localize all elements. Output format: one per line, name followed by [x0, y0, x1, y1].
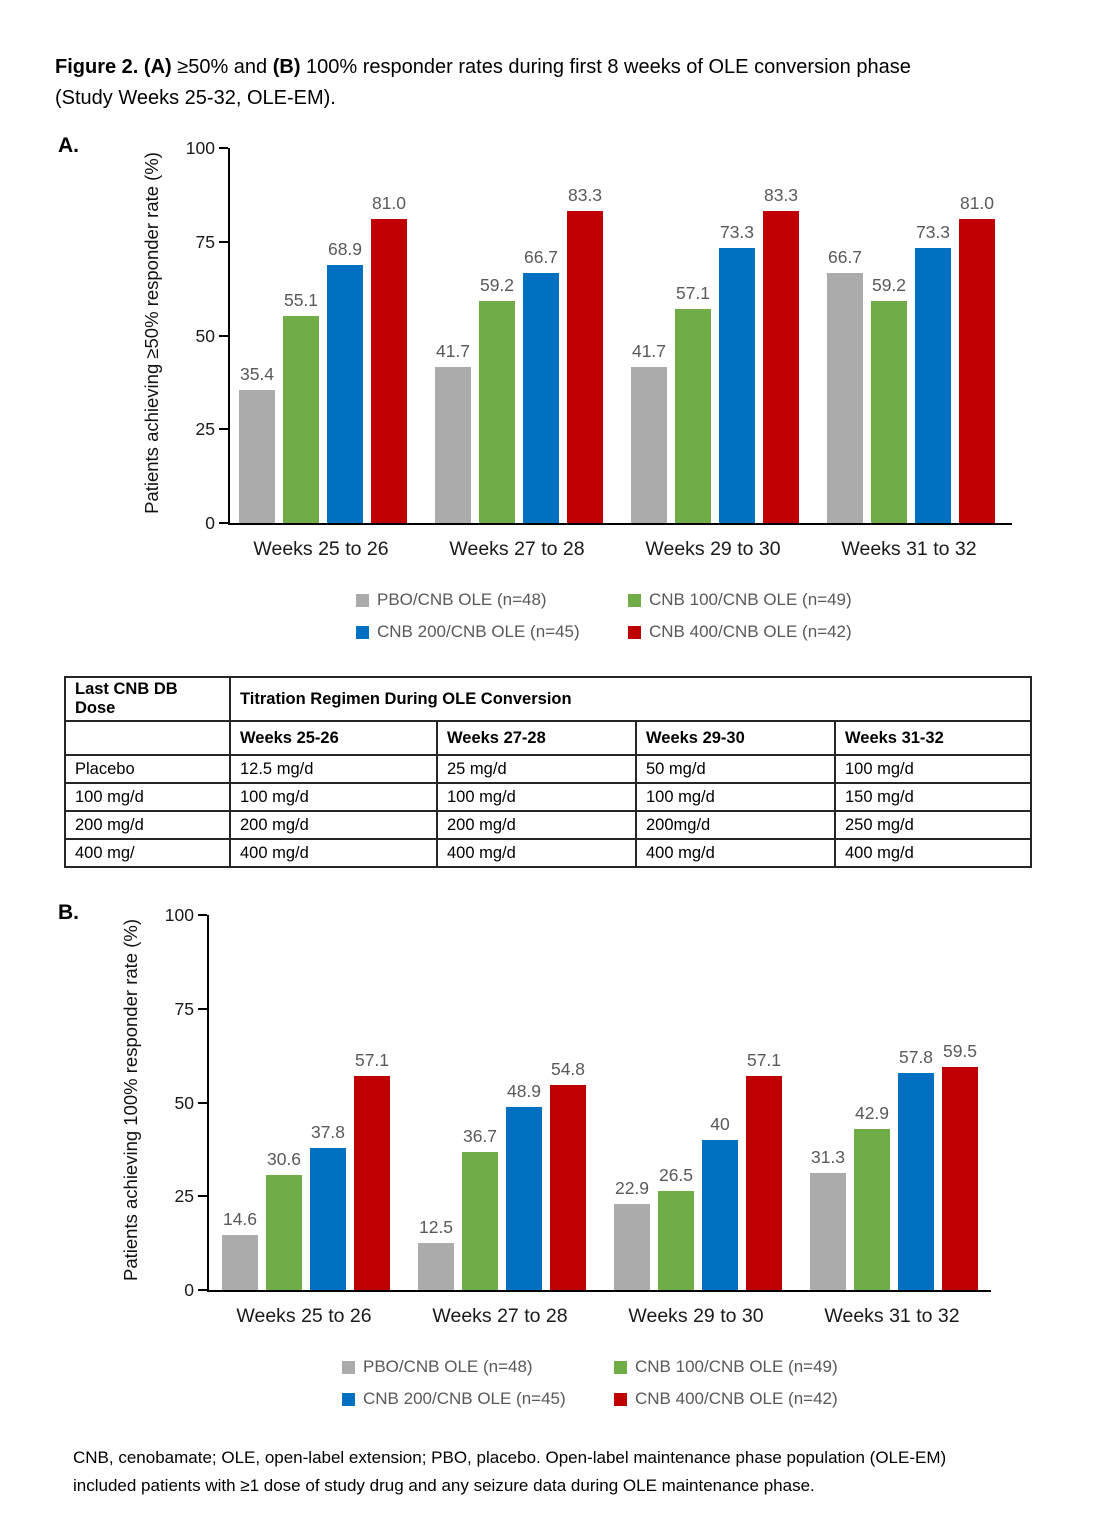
table-cell: 100 mg/d	[230, 783, 437, 811]
bar-value-label: 41.7	[631, 340, 667, 361]
bar	[827, 246, 863, 523]
bar	[327, 238, 363, 523]
bar-group	[614, 915, 782, 1290]
legend-swatch-icon	[614, 1361, 627, 1374]
bar	[702, 1114, 738, 1290]
table-row	[65, 783, 1031, 811]
panel-b-y-axis-title: Patients achieving 100% responder rate (%)	[120, 919, 141, 1281]
bar-group	[827, 148, 995, 523]
bar	[222, 1209, 258, 1290]
table-cell: 50 mg/d	[636, 755, 835, 783]
bar	[746, 1049, 782, 1290]
bar-value-label: 54.8	[550, 1058, 586, 1079]
bar-value-label: 30.6	[266, 1149, 302, 1170]
bar-value-label: 40	[710, 1114, 730, 1134]
bar-value-label: 81.0	[959, 193, 995, 214]
bar	[523, 246, 559, 523]
bar-value-label: 83.3	[763, 184, 799, 205]
bar-value-label: 36.7	[462, 1126, 498, 1147]
y-tick-mark	[198, 1195, 207, 1197]
legend-swatch-icon	[614, 1393, 627, 1406]
table-header-titration: Titration Regimen During OLE Conversion	[230, 677, 1031, 721]
figure-title-line2: (Study Weeks 25-32, OLE-EM).	[55, 87, 336, 109]
bar-value-label: 73.3	[915, 222, 951, 243]
bar	[959, 193, 995, 523]
legend-swatch-icon	[342, 1393, 355, 1406]
figure-title-part: (B)	[272, 56, 301, 78]
bar	[658, 1164, 694, 1290]
bar	[435, 340, 471, 523]
bar	[354, 1049, 390, 1290]
bar-value-label: 37.8	[310, 1122, 346, 1143]
bar	[418, 1217, 454, 1290]
table-cell: 25 mg/d	[437, 755, 636, 783]
table-cell: 150 mg/d	[835, 783, 1031, 811]
bar	[810, 1146, 846, 1290]
footnote-line1: CNB, cenobamate; OLE, open-label extension; PBO, placebo. Open-label maintenance phase population (OLE-EM)	[73, 1448, 947, 1467]
y-tick-mark	[219, 522, 228, 524]
x-category-label: Weeks 25 to 26	[253, 538, 389, 560]
legend-swatch-icon	[628, 594, 641, 607]
bar-value-label: 55.1	[283, 290, 319, 311]
table-cell: 100 mg/d	[636, 783, 835, 811]
bar-group	[418, 915, 586, 1290]
y-tick-mark	[219, 428, 228, 430]
legend-label: CNB 100/CNB OLE (n=49)	[635, 1357, 838, 1376]
y-tick-mark	[198, 914, 207, 916]
bar	[854, 1103, 890, 1290]
table-header-row-1	[65, 677, 1031, 721]
bar-group	[435, 148, 603, 523]
table-cell: 200 mg/d	[437, 811, 636, 839]
bar-value-label: 83.3	[567, 184, 603, 205]
panel-a-y-axis-title: Patients achieving ≥50% responder rate (%)	[141, 152, 162, 514]
legend-label: CNB 200/CNB OLE (n=45)	[377, 622, 580, 641]
table-subheader-cell: Weeks 31-32	[835, 721, 1031, 755]
legend-item	[628, 622, 852, 642]
panel-b-plot-area	[164, 905, 991, 1300]
table-row	[65, 811, 1031, 839]
legend-item	[614, 1357, 838, 1377]
bar-value-label: 22.9	[614, 1178, 650, 1199]
bar	[675, 282, 711, 523]
bar	[550, 1058, 586, 1291]
y-tick-label: 75	[195, 231, 215, 252]
bar	[915, 222, 951, 523]
footnote-line2: included patients with ≥1 dose of study drug and any seizure data during OLE maintenance phase.	[73, 1476, 815, 1495]
y-tick-mark	[198, 1102, 207, 1104]
bar	[479, 275, 515, 523]
figure-title-part: 100% responder rates during first 8 weeks of OLE conversion phase	[300, 56, 911, 78]
bar	[283, 290, 319, 523]
panel-b-chart	[0, 899, 1104, 1429]
legend-label: PBO/CNB OLE (n=48)	[377, 590, 547, 609]
panel-a-legend	[356, 590, 852, 642]
panel-b-label: B.	[58, 901, 79, 924]
legend-item	[628, 590, 852, 610]
legend-swatch-icon	[342, 1361, 355, 1374]
titration-regimen-table	[64, 676, 1032, 868]
x-category-label: Weeks 27 to 28	[449, 538, 585, 560]
table-cell: 200mg/d	[636, 811, 835, 839]
legend-label: CNB 400/CNB OLE (n=42)	[649, 622, 852, 641]
bar-value-label: 59.2	[479, 275, 515, 295]
table-cell: Placebo	[65, 755, 230, 783]
bar	[942, 1040, 978, 1290]
table-subheader-cell	[65, 721, 230, 755]
table-row	[65, 839, 1031, 867]
figure-title-part: ≥50% and	[171, 56, 273, 78]
x-category-label: Weeks 29 to 30	[645, 538, 781, 560]
legend-item	[356, 590, 628, 610]
bar-value-label: 12.5	[418, 1217, 454, 1238]
y-tick-label: 25	[174, 1186, 194, 1207]
bar	[239, 364, 275, 523]
y-tick-mark	[198, 1289, 207, 1291]
bar-value-label: 57.1	[675, 282, 711, 303]
bar	[763, 184, 799, 523]
y-tick-label: 25	[195, 419, 215, 440]
table-cell: 100 mg/d	[65, 783, 230, 811]
bar-value-label: 81.0	[371, 193, 407, 214]
x-category-label: Weeks 31 to 32	[841, 538, 977, 560]
bar-value-label: 57.1	[746, 1049, 782, 1070]
y-tick-label: 0	[184, 1280, 194, 1300]
table-cell: 200 mg/d	[65, 811, 230, 839]
bar-value-label: 59.5	[942, 1040, 978, 1061]
table-cell: 400 mg/	[65, 839, 230, 867]
bar-group	[631, 148, 799, 523]
table-cell: 100 mg/d	[835, 755, 1031, 783]
y-tick-label: 75	[174, 998, 194, 1019]
table-header-row-2	[65, 721, 1031, 755]
bar-value-label: 48.9	[506, 1080, 542, 1101]
table-body	[65, 755, 1031, 867]
table-subheader-cell: Weeks 25-26	[230, 721, 437, 755]
bar-value-label: 42.9	[854, 1103, 890, 1124]
figure-title-part: Figure 2.	[55, 56, 139, 78]
legend-label: CNB 100/CNB OLE (n=49)	[649, 590, 852, 609]
legend-label: PBO/CNB OLE (n=48)	[363, 1357, 533, 1376]
panel-a-label: A.	[58, 134, 79, 157]
bar	[371, 193, 407, 523]
y-tick-label: 50	[195, 325, 215, 346]
panel-b-x-axis-labels	[207, 1305, 989, 1333]
bar	[614, 1178, 650, 1290]
x-category-label: Weeks 27 to 28	[432, 1305, 568, 1327]
table-row	[65, 755, 1031, 783]
table-cell: 100 mg/d	[437, 783, 636, 811]
bar-value-label: 73.3	[719, 222, 755, 243]
table-header-last-dose: Last CNB DB Dose	[65, 677, 230, 721]
legend-item	[356, 622, 628, 642]
legend-swatch-icon	[356, 626, 369, 639]
bar-value-label: 57.8	[898, 1047, 934, 1068]
bar	[567, 184, 603, 523]
bar	[506, 1080, 542, 1290]
panel-a-x-axis-labels	[228, 538, 1010, 566]
bar-value-label: 66.7	[523, 246, 559, 267]
y-tick-mark	[219, 147, 228, 149]
bar-group	[222, 915, 390, 1290]
table-cell: 12.5 mg/d	[230, 755, 437, 783]
table-cell: 200 mg/d	[230, 811, 437, 839]
bar-value-label: 35.4	[239, 364, 275, 385]
table-subheader-cell: Weeks 29-30	[636, 721, 835, 755]
table-cell: 400 mg/d	[437, 839, 636, 867]
bar-value-label: 41.7	[435, 340, 471, 361]
x-category-label: Weeks 25 to 26	[236, 1305, 372, 1327]
legend-label: CNB 400/CNB OLE (n=42)	[635, 1389, 838, 1408]
bar	[266, 1149, 302, 1290]
table-head	[65, 677, 1031, 755]
legend-label: CNB 200/CNB OLE (n=45)	[363, 1389, 566, 1408]
legend-swatch-icon	[356, 594, 369, 607]
figure-title-line1	[55, 52, 1025, 83]
y-tick-mark	[198, 1008, 207, 1010]
bar	[310, 1122, 346, 1290]
bar-value-label: 26.5	[658, 1164, 694, 1185]
bar	[719, 222, 755, 523]
bar-group	[810, 915, 978, 1290]
panel-a-plot-area	[185, 138, 1012, 533]
bar	[462, 1126, 498, 1290]
bar-value-label: 66.7	[827, 246, 863, 267]
bar-value-label: 57.1	[354, 1049, 390, 1070]
y-tick-label: 0	[205, 513, 215, 533]
table-cell: 400 mg/d	[636, 839, 835, 867]
bar-value-label: 14.6	[222, 1209, 258, 1230]
y-tick-label: 50	[174, 1092, 194, 1113]
bar-group	[239, 148, 407, 523]
panel-a-chart	[0, 132, 1104, 662]
table-cell: 250 mg/d	[835, 811, 1031, 839]
legend-item	[342, 1389, 614, 1409]
x-category-label: Weeks 29 to 30	[628, 1305, 764, 1327]
footnote	[73, 1444, 1033, 1500]
table-subheader-cell: Weeks 27-28	[437, 721, 636, 755]
y-tick-mark	[219, 241, 228, 243]
bar-value-label: 68.9	[327, 238, 363, 259]
y-tick-mark	[219, 335, 228, 337]
bar-value-label: 59.2	[871, 275, 907, 295]
bar	[898, 1047, 934, 1290]
bar	[631, 340, 667, 523]
x-category-label: Weeks 31 to 32	[824, 1305, 960, 1327]
y-tick-label: 100	[185, 138, 215, 158]
figure-title-part: (A)	[143, 56, 172, 78]
legend-item	[342, 1357, 614, 1377]
table-cell: 400 mg/d	[835, 839, 1031, 867]
table-cell: 400 mg/d	[230, 839, 437, 867]
legend-item	[614, 1389, 838, 1409]
bar	[871, 275, 907, 523]
legend-swatch-icon	[628, 626, 641, 639]
bar-value-label: 31.3	[810, 1146, 846, 1167]
y-tick-label: 100	[164, 905, 194, 925]
panel-b-legend	[342, 1357, 838, 1409]
figure-title	[55, 52, 1025, 114]
